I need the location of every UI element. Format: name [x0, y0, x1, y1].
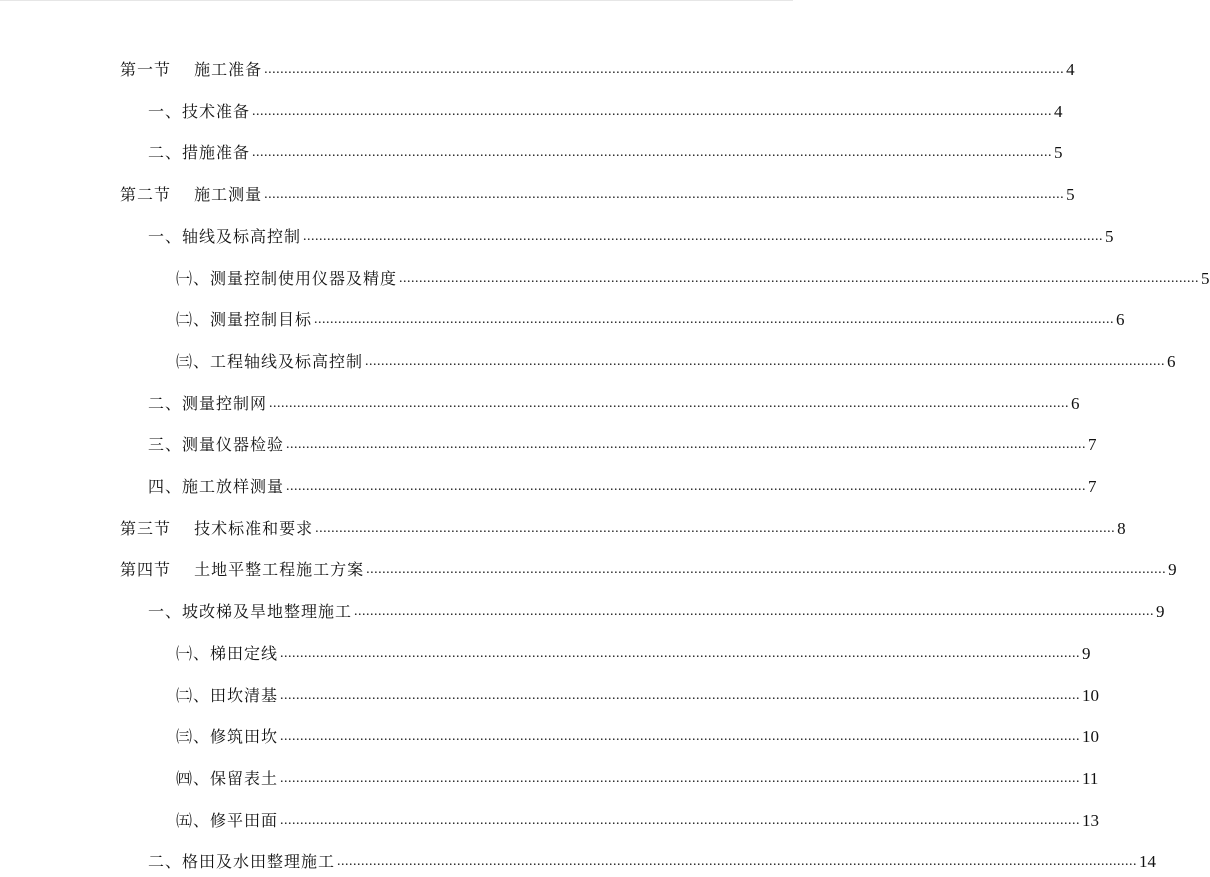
toc-leader-dots: ........................................................................................................................................................................................................	[280, 812, 1081, 828]
toc-entry-title: ㈠、梯田定线	[176, 643, 279, 663]
toc-entry-page-number: 9	[1168, 560, 1177, 580]
toc-entry[interactable]	[148, 842, 1157, 872]
toc-leader-dots: ........................................................................................................................................................................................................	[337, 854, 1138, 870]
toc-entry-page-number: 5	[1201, 268, 1210, 288]
toc-entry-title: 第二节 施工测量	[120, 185, 263, 205]
toc-leader-dots: ........................................................................................................................................................................................................	[280, 770, 1081, 786]
toc-entry[interactable]	[176, 342, 1176, 372]
toc-entry-title: ㈢、修筑田坎	[176, 727, 279, 747]
toc-entry-title: 第四节 土地平整工程施工方案	[120, 560, 365, 580]
toc-entry[interactable]	[148, 133, 1063, 163]
toc-leader-dots: ........................................................................................................................................................................................................	[315, 520, 1116, 536]
toc-entry-title: ㈢、工程轴线及标高控制	[176, 351, 364, 371]
toc-leader-dots: ........................................................................................................................................................................................................	[354, 604, 1155, 620]
toc-entry-page-number: 7	[1088, 477, 1097, 496]
toc-entry[interactable]	[120, 550, 1177, 580]
toc-entry-title: 二、措施准备	[148, 143, 251, 163]
toc-leader-dots: ........................................................................................................................................................................................................	[399, 270, 1200, 286]
toc-leader-dots: ........................................................................................................................................................................................................	[264, 187, 1065, 203]
toc-leader-dots: ........................................................................................................................................................................................................	[280, 687, 1081, 703]
toc-entry-title: 第一节 施工准备	[120, 60, 263, 79]
toc-entry[interactable]	[176, 634, 1091, 664]
toc-leader-dots: ........................................................................................................................................................................................................	[286, 479, 1087, 494]
toc-entry[interactable]	[176, 759, 1099, 789]
toc-entry-page-number: 8	[1117, 518, 1126, 538]
toc-leader-dots: ........................................................................................................................................................................................................	[252, 145, 1053, 161]
toc-entry-page-number: 9	[1156, 602, 1165, 622]
toc-leader-dots: ........................................................................................................................................................................................................	[366, 562, 1167, 578]
toc-entry-title: 第三节 技术标准和要求	[120, 518, 314, 538]
toc-entry-title: ㈡、田坎清基	[176, 685, 279, 705]
toc-entry[interactable]	[176, 717, 1100, 747]
toc-entry[interactable]	[148, 467, 1097, 497]
toc-entry-page-number: 5	[1105, 226, 1114, 246]
toc-entry[interactable]	[148, 217, 1114, 247]
toc-entry[interactable]	[120, 509, 1126, 539]
toc-leader-dots: ........................................................................................................................................................................................................	[286, 437, 1087, 453]
toc-entry-page-number: 14	[1139, 852, 1157, 872]
toc-entry-title: ㈠、测量控制使用仪器及精度	[176, 268, 398, 288]
toc-entry-title: ㈡、测量控制目标	[176, 310, 313, 330]
toc-leader-dots: ........................................................................................................................................................................................................	[269, 395, 1070, 411]
toc-entry-page-number: 11	[1082, 768, 1099, 788]
toc-entry-page-number: 6	[1071, 393, 1080, 413]
toc-entry[interactable]	[148, 425, 1097, 455]
toc-entry[interactable]	[176, 676, 1100, 706]
toc-entry-title: 一、技术准备	[148, 101, 251, 121]
page-top-border	[0, 0, 793, 1]
toc-leader-dots: ........................................................................................................................................................................................................	[303, 228, 1104, 244]
toc-entry[interactable]	[148, 92, 1063, 122]
toc-leader-dots: ........................................................................................................................................................................................................	[365, 353, 1166, 369]
toc-entry-title: 三、测量仪器检验	[148, 435, 285, 455]
toc-entry-title: 四、施工放样测量	[148, 477, 285, 496]
toc-entry-page-number: 6	[1116, 310, 1125, 330]
toc-leader-dots: ........................................................................................................................................................................................................	[252, 103, 1053, 119]
toc-entry-title: 二、格田及水田整理施工	[148, 852, 336, 872]
toc-leader-dots: ........................................................................................................................................................................................................	[280, 645, 1081, 661]
toc-entry-title: 二、测量控制网	[148, 393, 268, 413]
toc-entry-page-number: 4	[1066, 60, 1075, 79]
toc-entry-page-number: 5	[1054, 143, 1063, 163]
toc-entry-page-number: 10	[1082, 685, 1100, 705]
toc-entry-title: ㈣、保留表土	[176, 768, 279, 788]
toc-entry-page-number: 9	[1082, 643, 1091, 663]
toc-entry-page-number: 5	[1066, 185, 1075, 205]
toc-entry[interactable]	[148, 384, 1080, 414]
toc-entry-title: 一、轴线及标高控制	[148, 226, 302, 246]
toc-entry[interactable]	[120, 175, 1075, 205]
toc-entry-page-number: 4	[1054, 101, 1063, 121]
toc-entry-title: 一、坡改梯及旱地整理施工	[148, 602, 353, 622]
toc-leader-dots: ........................................................................................................................................................................................................	[280, 729, 1081, 745]
toc-leader-dots: ........................................................................................................................................................................................................	[314, 312, 1115, 328]
toc-entry[interactable]	[176, 259, 1210, 289]
toc-entry[interactable]	[176, 300, 1125, 330]
toc-entry-title: ㈤、修平田面	[176, 810, 279, 830]
toc-entry[interactable]	[176, 801, 1100, 831]
toc-entry-page-number: 10	[1082, 727, 1100, 747]
toc-leader-dots: ........................................................................................................................................................................................................	[264, 62, 1065, 77]
toc-entry-page-number: 13	[1082, 810, 1100, 830]
toc-entry[interactable]	[148, 592, 1165, 622]
toc-entry-page-number: 6	[1167, 351, 1176, 371]
toc-entry-page-number: 7	[1088, 435, 1097, 455]
toc-entry[interactable]	[120, 50, 1075, 80]
